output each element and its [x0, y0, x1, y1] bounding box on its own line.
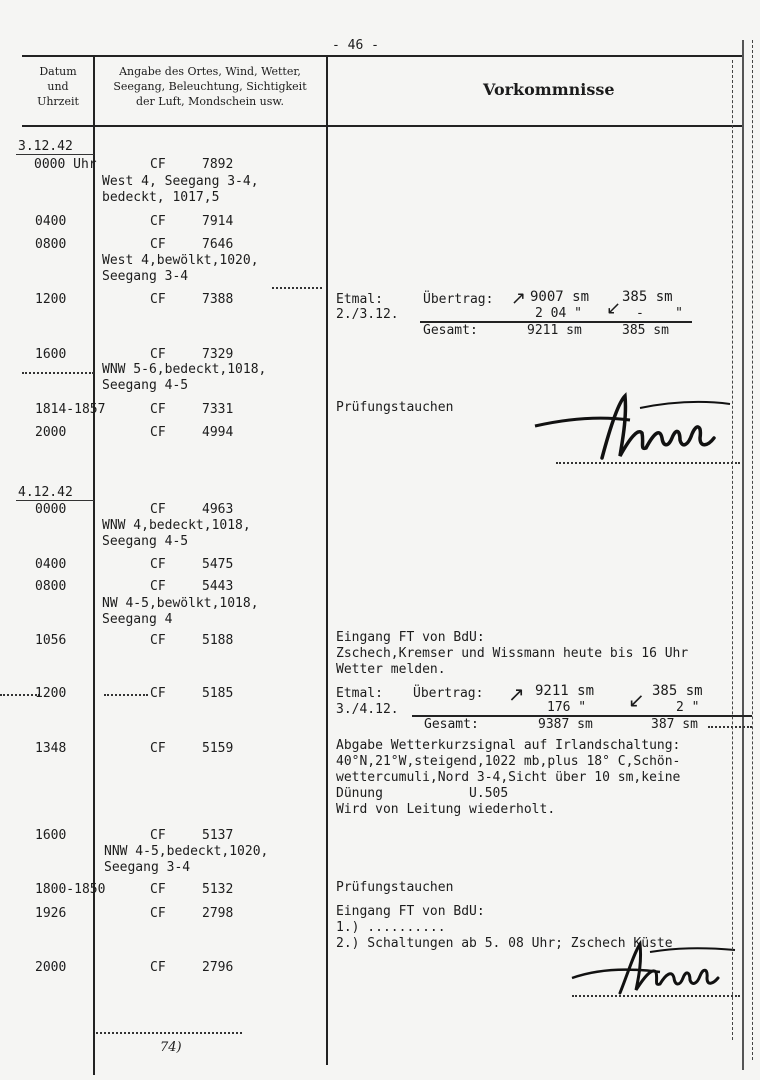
entry-weather: Seegang 3-4 — [102, 269, 189, 284]
day-sm: 2 04 " — [535, 306, 582, 321]
entry-time: 1200 — [35, 686, 67, 701]
ft-message-line: 2.) Schaltungen ab 5. 08 Uhr; Zschech Küste — [336, 936, 673, 951]
arrow-down-icon: ↙ — [606, 298, 622, 319]
entry-grid: CF — [150, 741, 166, 756]
dotted-rule — [272, 287, 322, 289]
entry-time: 0000 — [35, 502, 67, 517]
date-day2: 4.12.42 — [18, 485, 73, 500]
entry-square: 7388 — [202, 292, 234, 307]
header-datum-line: und — [47, 80, 69, 93]
column-divider-datum — [93, 55, 95, 1075]
entry-time: 0800 — [35, 579, 67, 594]
entry-square: 7914 — [202, 214, 234, 229]
ft-message-line: Zschech,Kremser und Wissmann heute bis 16 Uhr — [336, 646, 689, 661]
etmal-period: 2./3.12. — [336, 307, 399, 322]
etmal-period: 3./4.12. — [336, 702, 399, 717]
date-underline — [16, 154, 94, 155]
header-angabe — [96, 64, 324, 109]
gesamt-sm2: 385 sm — [622, 323, 669, 338]
entry-weather: West 4,bewölkt,1020, — [102, 253, 259, 268]
etmal-label: Etmal: — [336, 686, 383, 701]
gesamt-label: Gesamt: — [423, 323, 478, 338]
pruefungstauchen: Prüfungstauchen — [336, 880, 454, 895]
entry-grid: CF — [150, 906, 166, 921]
uebertrag-sm: 9211 sm — [535, 683, 595, 699]
header-angabe-line: der Luft, Mondschein usw. — [135, 95, 285, 108]
date-underline — [16, 500, 94, 501]
dotted-rule — [556, 462, 740, 464]
entry-weather: Seegang 4 — [102, 612, 173, 627]
header-datum — [24, 64, 92, 109]
entry-grid: CF — [150, 579, 166, 594]
footer-note: 74) — [160, 1040, 182, 1055]
header-datum-line: Uhrzeit — [37, 95, 79, 108]
entry-grid: CF — [150, 157, 166, 172]
dotted-rule — [22, 372, 94, 374]
entry-grid: CF — [150, 292, 166, 307]
dotted-rule — [0, 694, 40, 696]
entry-square: 5188 — [202, 633, 234, 648]
entry-square: 4994 — [202, 425, 234, 440]
dotted-rule — [572, 995, 740, 997]
etmal-label: Etmal: — [336, 292, 383, 307]
entry-time: 0400 — [35, 214, 67, 229]
entry-time: 1800-1850 — [35, 882, 106, 897]
header-top-rule — [22, 55, 742, 57]
scan-edge-noise — [732, 60, 733, 1040]
page-right-edge — [742, 40, 744, 1070]
entry-square: 5137 — [202, 828, 234, 843]
entry-weather: NNW 4-5,bedeckt,1020, — [104, 844, 269, 859]
day-sm2: - " — [636, 306, 683, 321]
entry-weather: Seegang 3-4 — [104, 860, 191, 875]
entry-weather: WNW 4,bedeckt,1018, — [102, 518, 251, 533]
entry-time: 0000 Uhr — [34, 157, 97, 172]
dotted-rule — [104, 694, 148, 696]
entry-square: 4963 — [202, 502, 234, 517]
arrow-up-icon: ↗ — [508, 682, 525, 706]
signal-line: Wird von Leitung wiederholt. — [336, 802, 556, 817]
entry-grid: CF — [150, 882, 166, 897]
entry-grid: CF — [150, 402, 166, 417]
entry-time: 1056 — [35, 633, 67, 648]
entry-grid: CF — [150, 828, 166, 843]
uebertrag-sm: 9007 sm — [530, 289, 590, 305]
header-vorkommnisse: Vorkommnisse — [483, 80, 615, 99]
entry-square: 7329 — [202, 347, 234, 362]
entry-time: 1600 — [35, 347, 67, 362]
signal-line: Dünung U.505 — [336, 786, 509, 801]
entry-square: 5159 — [202, 741, 234, 756]
entry-weather: West 4, Seegang 3-4, — [102, 174, 259, 189]
entry-square: 2796 — [202, 960, 234, 975]
entry-grid: CF — [150, 960, 166, 975]
date-day1: 3.12.42 — [18, 139, 73, 154]
entry-square: 5475 — [202, 557, 234, 572]
entry-square: 7646 — [202, 237, 234, 252]
entry-grid: CF — [150, 502, 166, 517]
header-angabe-line: Seegang, Beleuchtung, Sichtigkeit — [113, 80, 307, 93]
header-datum-line: Datum — [39, 65, 77, 78]
entry-time: 2000 — [35, 960, 67, 975]
page-number: - 46 - — [332, 38, 379, 53]
entry-grid: CF — [150, 425, 166, 440]
entry-weather: Seegang 4-5 — [102, 378, 189, 393]
entry-time: 1600 — [35, 828, 67, 843]
entry-weather: NW 4-5,bewölkt,1018, — [102, 596, 259, 611]
signal-line: 40°N,21°W,steigend,1022 mb,plus 18° C,Schön- — [336, 754, 681, 769]
day-sm2: 2 " — [676, 700, 700, 715]
entry-weather: Seegang 4-5 — [102, 534, 189, 549]
entry-square: 7892 — [202, 157, 234, 172]
entry-time: 1926 — [35, 906, 67, 921]
gesamt-sm2: 387 sm — [651, 717, 698, 732]
entry-grid: CF — [150, 237, 166, 252]
uebertrag-sm2: 385 sm — [622, 289, 673, 305]
entry-grid: CF — [150, 214, 166, 229]
entry-grid: CF — [150, 686, 166, 701]
column-divider-angabe — [326, 55, 328, 1065]
entry-square: 2798 — [202, 906, 234, 921]
signal-line: wettercumuli,Nord 3-4,Sicht über 10 sm,keine — [336, 770, 681, 785]
entry-time: 1348 — [35, 741, 67, 756]
uebertrag-sm2: 385 sm — [652, 683, 703, 699]
header-bottom-rule — [22, 125, 742, 127]
entry-square: 5132 — [202, 882, 234, 897]
entry-time: 0400 — [35, 557, 67, 572]
dotted-rule — [96, 1032, 242, 1034]
signal-line: Abgabe Wetterkurzsignal auf Irlandschaltung: — [336, 738, 681, 753]
signature-icon — [570, 938, 740, 998]
ft-message-line: 1.) .......... — [336, 920, 446, 935]
entry-grid: CF — [150, 557, 166, 572]
gesamt-label: Gesamt: — [424, 717, 479, 732]
entry-time: 1200 — [35, 292, 67, 307]
entry-square: 5185 — [202, 686, 234, 701]
entry-time: 0800 — [35, 237, 67, 252]
ft-message-line: Eingang FT von BdU: — [336, 904, 485, 919]
scan-edge-noise — [752, 40, 753, 1060]
entry-grid: CF — [150, 347, 166, 362]
signature-icon — [530, 388, 740, 468]
uebertrag-label: Übertrag: — [413, 686, 484, 701]
entry-square: 7331 — [202, 402, 234, 417]
entry-square: 5443 — [202, 579, 234, 594]
entry-time: 2000 — [35, 425, 67, 440]
arrow-down-icon: ↙ — [628, 688, 645, 712]
ft-message-line: Wetter melden. — [336, 662, 446, 677]
uebertrag-label: Übertrag: — [423, 292, 494, 307]
gesamt-sm: 9387 sm — [538, 717, 593, 732]
gesamt-sm: 9211 sm — [527, 323, 582, 338]
entry-weather: WNW 5-6,bedeckt,1018, — [102, 362, 267, 377]
arrow-up-icon: ↗ — [511, 288, 527, 309]
pruefungstauchen: Prüfungstauchen — [336, 400, 454, 415]
ft-message-line: Eingang FT von BdU: — [336, 630, 485, 645]
day-sm: 176 " — [547, 700, 587, 715]
dotted-rule — [708, 726, 752, 728]
entry-grid: CF — [150, 633, 166, 648]
entry-weather: bedeckt, 1017,5 — [102, 190, 220, 205]
header-angabe-line: Angabe des Ortes, Wind, Wetter, — [119, 65, 301, 78]
entry-time: 1814-1857 — [35, 402, 106, 417]
